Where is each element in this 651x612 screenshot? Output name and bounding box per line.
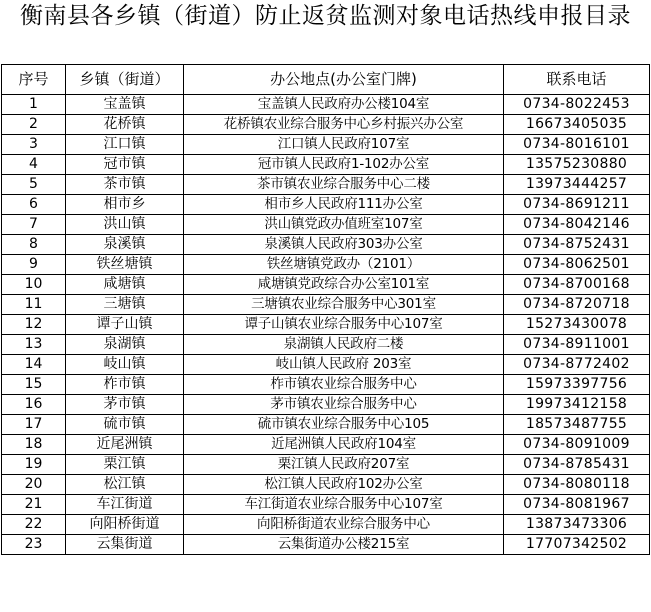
cell-town: 泉湖镇 bbox=[66, 335, 184, 355]
cell-town: 花桥镇 bbox=[66, 115, 184, 135]
cell-serial-number: 22 bbox=[2, 515, 66, 535]
cell-serial-number: 6 bbox=[2, 195, 66, 215]
cell-serial-number: 4 bbox=[2, 155, 66, 175]
cell-phone: 0734-8700168 bbox=[504, 275, 650, 295]
table-row bbox=[2, 515, 650, 535]
cell-office-address: 松江镇人民政府102办公室 bbox=[184, 475, 504, 495]
table-row bbox=[2, 175, 650, 195]
cell-serial-number: 12 bbox=[2, 315, 66, 335]
hotline-table bbox=[1, 64, 650, 555]
cell-phone: 18573487755 bbox=[504, 415, 650, 435]
cell-phone: 0734-8772402 bbox=[504, 355, 650, 375]
cell-serial-number: 23 bbox=[2, 535, 66, 555]
cell-phone: 0734-8720718 bbox=[504, 295, 650, 315]
cell-town: 近尾洲镇 bbox=[66, 435, 184, 455]
table-row bbox=[2, 155, 650, 175]
table-body bbox=[2, 95, 650, 555]
cell-phone: 17707342502 bbox=[504, 535, 650, 555]
cell-office-address: 茅市镇农业综合服务中心 bbox=[184, 395, 504, 415]
cell-serial-number: 11 bbox=[2, 295, 66, 315]
cell-phone: 0734-8691211 bbox=[504, 195, 650, 215]
cell-office-address: 近尾洲镇人民政府104室 bbox=[184, 435, 504, 455]
cell-town: 相市乡 bbox=[66, 195, 184, 215]
cell-town: 岐山镇 bbox=[66, 355, 184, 375]
cell-office-address: 柞市镇农业综合服务中心 bbox=[184, 375, 504, 395]
cell-phone: 0734-8091009 bbox=[504, 435, 650, 455]
cell-serial-number: 18 bbox=[2, 435, 66, 455]
table-row bbox=[2, 115, 650, 135]
cell-office-address: 栗江镇人民政府207室 bbox=[184, 455, 504, 475]
cell-serial-number: 2 bbox=[2, 115, 66, 135]
table-row bbox=[2, 255, 650, 275]
cell-phone: 13973444257 bbox=[504, 175, 650, 195]
cell-office-address: 宝盖镇人民政府办公楼104室 bbox=[184, 95, 504, 115]
cell-serial-number: 1 bbox=[2, 95, 66, 115]
cell-serial-number: 17 bbox=[2, 415, 66, 435]
table-header-row bbox=[2, 65, 650, 95]
table-row bbox=[2, 535, 650, 555]
cell-office-address: 咸塘镇党政综合办公室101室 bbox=[184, 275, 504, 295]
header-phone: 联系电话 bbox=[504, 65, 650, 95]
cell-office-address: 三塘镇农业综合服务中心301室 bbox=[184, 295, 504, 315]
cell-serial-number: 8 bbox=[2, 235, 66, 255]
cell-office-address: 谭子山镇农业综合服务中心107室 bbox=[184, 315, 504, 335]
table-row bbox=[2, 235, 650, 255]
cell-office-address: 泉湖镇人民政府二楼 bbox=[184, 335, 504, 355]
table-row bbox=[2, 135, 650, 155]
table-row bbox=[2, 395, 650, 415]
cell-office-address: 冠市镇人民政府1-102办公室 bbox=[184, 155, 504, 175]
cell-serial-number: 20 bbox=[2, 475, 66, 495]
table-row bbox=[2, 95, 650, 115]
table-row bbox=[2, 355, 650, 375]
cell-phone: 0734-8752431 bbox=[504, 235, 650, 255]
cell-town: 栗江镇 bbox=[66, 455, 184, 475]
cell-office-address: 茶市镇农业综合服务中心二楼 bbox=[184, 175, 504, 195]
cell-phone: 19973412158 bbox=[504, 395, 650, 415]
cell-phone: 0734-8062501 bbox=[504, 255, 650, 275]
cell-town: 茶市镇 bbox=[66, 175, 184, 195]
cell-phone: 15973397756 bbox=[504, 375, 650, 395]
cell-town: 车江街道 bbox=[66, 495, 184, 515]
cell-town: 三塘镇 bbox=[66, 295, 184, 315]
cell-town: 硫市镇 bbox=[66, 415, 184, 435]
cell-town: 铁丝塘镇 bbox=[66, 255, 184, 275]
cell-serial-number: 10 bbox=[2, 275, 66, 295]
cell-town: 江口镇 bbox=[66, 135, 184, 155]
table-row bbox=[2, 295, 650, 315]
cell-phone: 0734-8042146 bbox=[504, 215, 650, 235]
cell-phone: 15273430078 bbox=[504, 315, 650, 335]
cell-serial-number: 21 bbox=[2, 495, 66, 515]
table-row bbox=[2, 455, 650, 475]
cell-office-address: 江口镇人民政府107室 bbox=[184, 135, 504, 155]
cell-serial-number: 3 bbox=[2, 135, 66, 155]
table-row bbox=[2, 495, 650, 515]
cell-serial-number: 19 bbox=[2, 455, 66, 475]
cell-phone: 0734-8081967 bbox=[504, 495, 650, 515]
cell-town: 泉溪镇 bbox=[66, 235, 184, 255]
cell-phone: 0734-8016101 bbox=[504, 135, 650, 155]
cell-office-address: 花桥镇农业综合服务中心乡村振兴办公室 bbox=[184, 115, 504, 135]
table-row bbox=[2, 195, 650, 215]
cell-town: 松江镇 bbox=[66, 475, 184, 495]
table-row bbox=[2, 215, 650, 235]
table-row bbox=[2, 415, 650, 435]
table-row bbox=[2, 335, 650, 355]
cell-town: 宝盖镇 bbox=[66, 95, 184, 115]
cell-serial-number: 13 bbox=[2, 335, 66, 355]
cell-town: 云集街道 bbox=[66, 535, 184, 555]
cell-office-address: 泉溪镇人民政府303办公室 bbox=[184, 235, 504, 255]
table-row bbox=[2, 315, 650, 335]
cell-serial-number: 7 bbox=[2, 215, 66, 235]
cell-serial-number: 9 bbox=[2, 255, 66, 275]
cell-phone: 13575230880 bbox=[504, 155, 650, 175]
cell-serial-number: 16 bbox=[2, 395, 66, 415]
cell-office-address: 云集街道办公楼215室 bbox=[184, 535, 504, 555]
header-serial-number: 序号 bbox=[2, 65, 66, 95]
header-town: 乡镇（街道） bbox=[66, 65, 184, 95]
cell-town: 柞市镇 bbox=[66, 375, 184, 395]
cell-town: 洪山镇 bbox=[66, 215, 184, 235]
cell-phone: 0734-8022453 bbox=[504, 95, 650, 115]
cell-town: 咸塘镇 bbox=[66, 275, 184, 295]
cell-office-address: 铁丝塘镇党政办（2101） bbox=[184, 255, 504, 275]
cell-office-address: 洪山镇党政办值班室107室 bbox=[184, 215, 504, 235]
cell-office-address: 车江街道农业综合服务中心107室 bbox=[184, 495, 504, 515]
table-row bbox=[2, 275, 650, 295]
header-office-address: 办公地点(办公室门牌) bbox=[184, 65, 504, 95]
cell-office-address: 岐山镇人民政府 203室 bbox=[184, 355, 504, 375]
cell-office-address: 硫市镇农业综合服务中心105 bbox=[184, 415, 504, 435]
cell-phone: 13873473306 bbox=[504, 515, 650, 535]
cell-serial-number: 5 bbox=[2, 175, 66, 195]
cell-town: 向阳桥街道 bbox=[66, 515, 184, 535]
cell-phone: 0734-8911001 bbox=[504, 335, 650, 355]
cell-phone: 0734-8080118 bbox=[504, 475, 650, 495]
cell-office-address: 向阳桥街道农业综合服务中心 bbox=[184, 515, 504, 535]
document-title: 衡南县各乡镇（街道）防止返贫监测对象电话热线申报目录 bbox=[20, 3, 631, 29]
cell-town: 冠市镇 bbox=[66, 155, 184, 175]
cell-serial-number: 15 bbox=[2, 375, 66, 395]
cell-serial-number: 14 bbox=[2, 355, 66, 375]
cell-town: 谭子山镇 bbox=[66, 315, 184, 335]
table-row bbox=[2, 375, 650, 395]
cell-phone: 16673405035 bbox=[504, 115, 650, 135]
cell-office-address: 相市乡人民政府111办公室 bbox=[184, 195, 504, 215]
cell-phone: 0734-8785431 bbox=[504, 455, 650, 475]
table-row bbox=[2, 435, 650, 455]
cell-town: 茅市镇 bbox=[66, 395, 184, 415]
table-row bbox=[2, 475, 650, 495]
